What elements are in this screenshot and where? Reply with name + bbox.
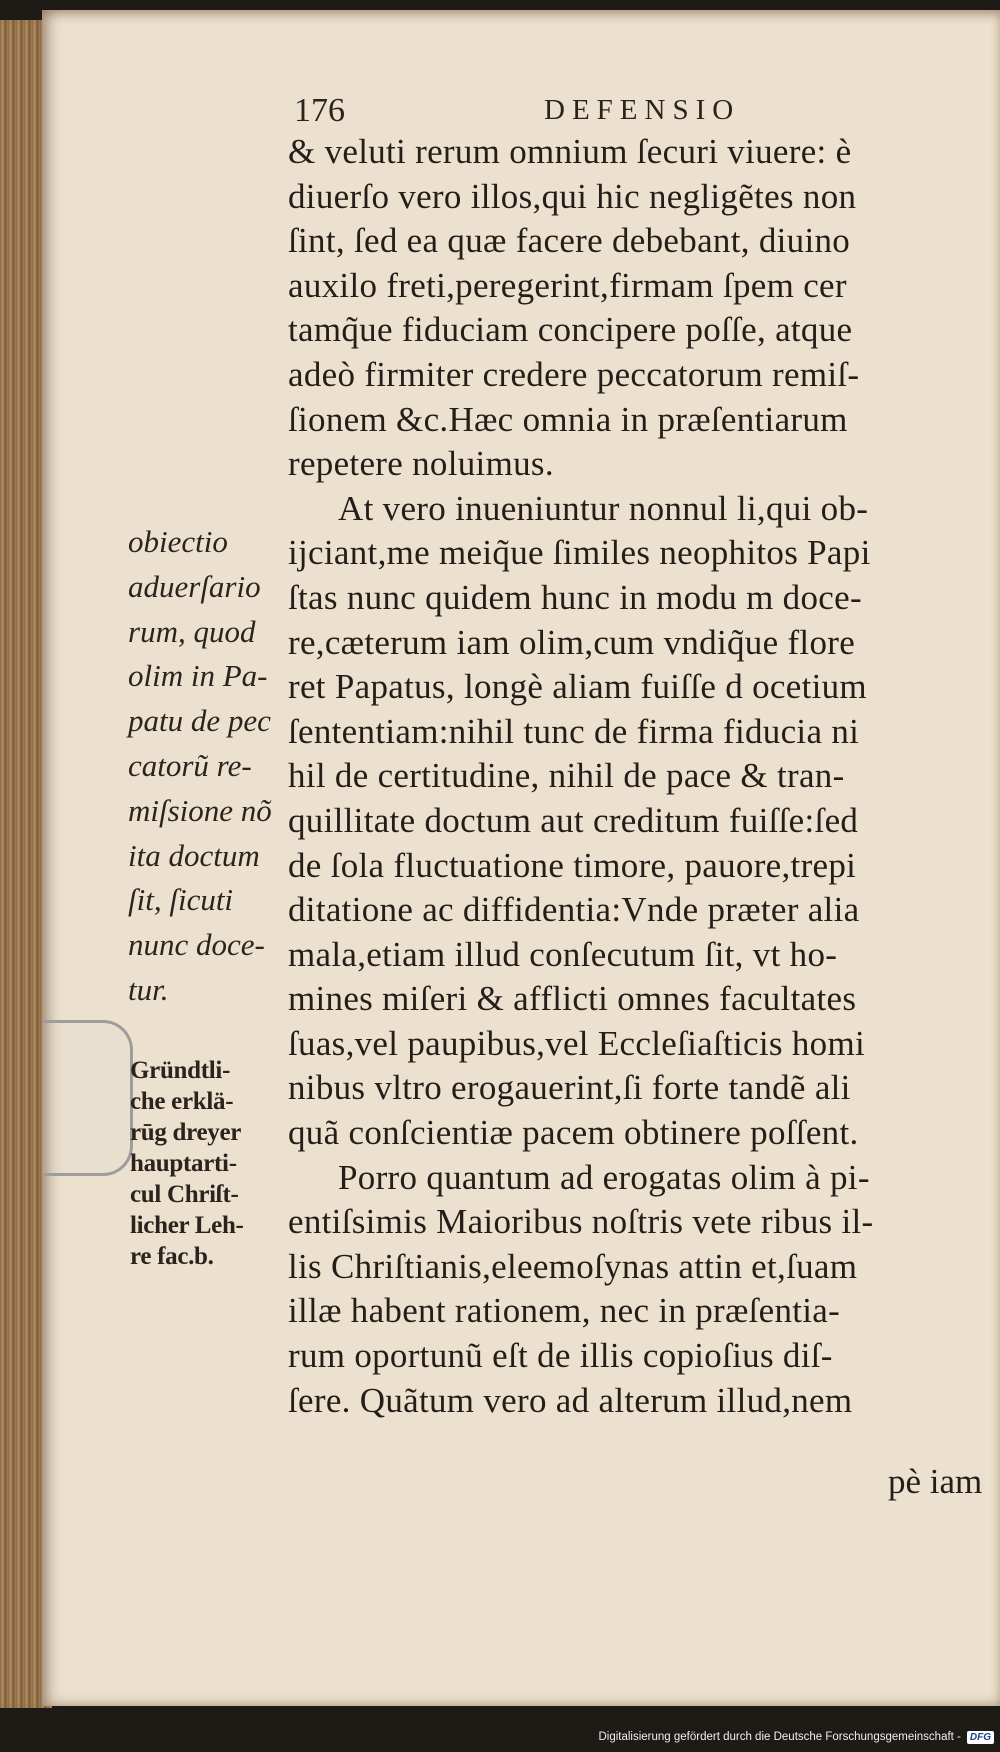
text-line: ſententiam:nihil tunc de firma fiducia ni	[288, 711, 860, 751]
margin-note-german	[130, 1055, 290, 1272]
margin-note-line: ſit, ſicuti	[128, 882, 234, 918]
margin-note-line: patu de pec	[128, 703, 271, 739]
margin-note-line: obiectio	[128, 524, 228, 559]
catchword: pè iam	[888, 1462, 983, 1501]
margin-note-line: olim in Pa-	[128, 658, 268, 694]
margin-note-line: Gründtli-	[130, 1057, 231, 1084]
digitization-credit	[598, 1728, 994, 1746]
text-line: lis Chriſtianis,eleemoſynas attin et,ſuam	[288, 1246, 858, 1286]
text-line: & veluti rerum omnium ſecuri viuere: è	[288, 132, 852, 171]
text-line: hil de certitudine, nihil de pace & tran-	[288, 756, 845, 796]
text-line: quillitate doctum aut creditum fuiſſe:ſed	[288, 800, 859, 840]
margin-note-line: licher Leh-	[130, 1212, 244, 1239]
margin-note-line: hauptarti-	[130, 1150, 237, 1177]
paragraph-start-line: Porro quantum ad erogatas olim à pi-	[338, 1157, 870, 1197]
text-line: repetere noluimus.	[288, 444, 554, 484]
text-line: rum oportunũ eſt de illis copioſius diſ-	[288, 1336, 833, 1376]
text-line: ditatione ac diffidentia:Vnde præter alia	[288, 890, 860, 930]
margin-note-line: catorũ re-	[128, 747, 252, 783]
body-text	[288, 130, 988, 1423]
text-line: ſionem &c.Hæc omnia in præſentiarum	[288, 399, 848, 439]
text-line: nibus vltro erogauerint,ſi forte tandẽ ali	[288, 1068, 851, 1108]
margin-note-line: aduerſario	[128, 568, 261, 604]
running-title: DEFENSIO	[544, 94, 741, 126]
text-line: ſuas,vel paupibus,vel Eccleſiaſticis homi	[288, 1023, 866, 1063]
text-line: mines miſeri & afflicti omnes facultates	[288, 979, 857, 1019]
margin-note-line: rum, quod	[128, 613, 256, 649]
running-head	[294, 92, 954, 132]
dfg-logo-icon: DFG	[967, 1731, 994, 1744]
margin-note-line: rūg dreyer	[130, 1119, 242, 1146]
text-line: mala,etiam illud conſecutum ſit, vt ho-	[288, 934, 838, 974]
text-line: ret Papatus, longè aliam fuiſſe d ocetium	[288, 667, 867, 707]
text-line: re,cæterum iam olim,cum vndiq̃ue flore	[288, 622, 856, 662]
text-line: ijciant,me meiq̃ue ſimiles neophitos Papi	[288, 533, 871, 573]
text-line: de ſola fluctuatione timore, pauore,trepi	[288, 845, 857, 885]
text-line: illæ habent rationem, nec in præſentia-	[288, 1291, 841, 1331]
margin-note-line: ita doctum	[128, 837, 260, 873]
text-line: tamq̃ue fiduciam concipere poſſe, atque	[288, 310, 853, 350]
credit-text: Digitalisierung gefördert durch die Deutsche Forschungsgemeinschaft -	[598, 1731, 961, 1743]
page-number: 176	[294, 92, 345, 129]
margin-note-latin	[128, 520, 288, 1013]
paragraph-start-line: At vero inueniuntur nonnul li,qui ob-	[338, 488, 869, 528]
text-line: quã conſcientiæ pacem obtinere poſſent.	[288, 1113, 859, 1153]
text-line: auxilo freti,peregerint,firmam ſpem cer	[288, 265, 847, 305]
margin-note-line: re fac.b.	[130, 1243, 214, 1270]
text-line: diuerſo vero illos,qui hic negligẽtes non	[288, 176, 857, 216]
text-line: ſint, ſed ea quæ facere debebant, diuino	[288, 221, 851, 261]
margin-note-line: miſsione nõ	[128, 792, 272, 828]
margin-note-line: che erklä-	[130, 1088, 234, 1115]
margin-note-line: nunc doce-	[128, 927, 265, 963]
text-line: ſere. Quãtum vero ad alterum illud,nem	[288, 1380, 853, 1420]
text-line: ſtas nunc quidem hunc in modu m doce-	[288, 577, 862, 617]
margin-note-line: cul Chriſt-	[130, 1181, 239, 1208]
margin-note-line: tur.	[128, 971, 169, 1007]
page-clip	[42, 1020, 133, 1176]
text-line: entiſsimis Maioribus noſtris vete ribus il-	[288, 1202, 874, 1242]
text-line: adeò firmiter credere peccatorum remiſ-	[288, 354, 860, 394]
